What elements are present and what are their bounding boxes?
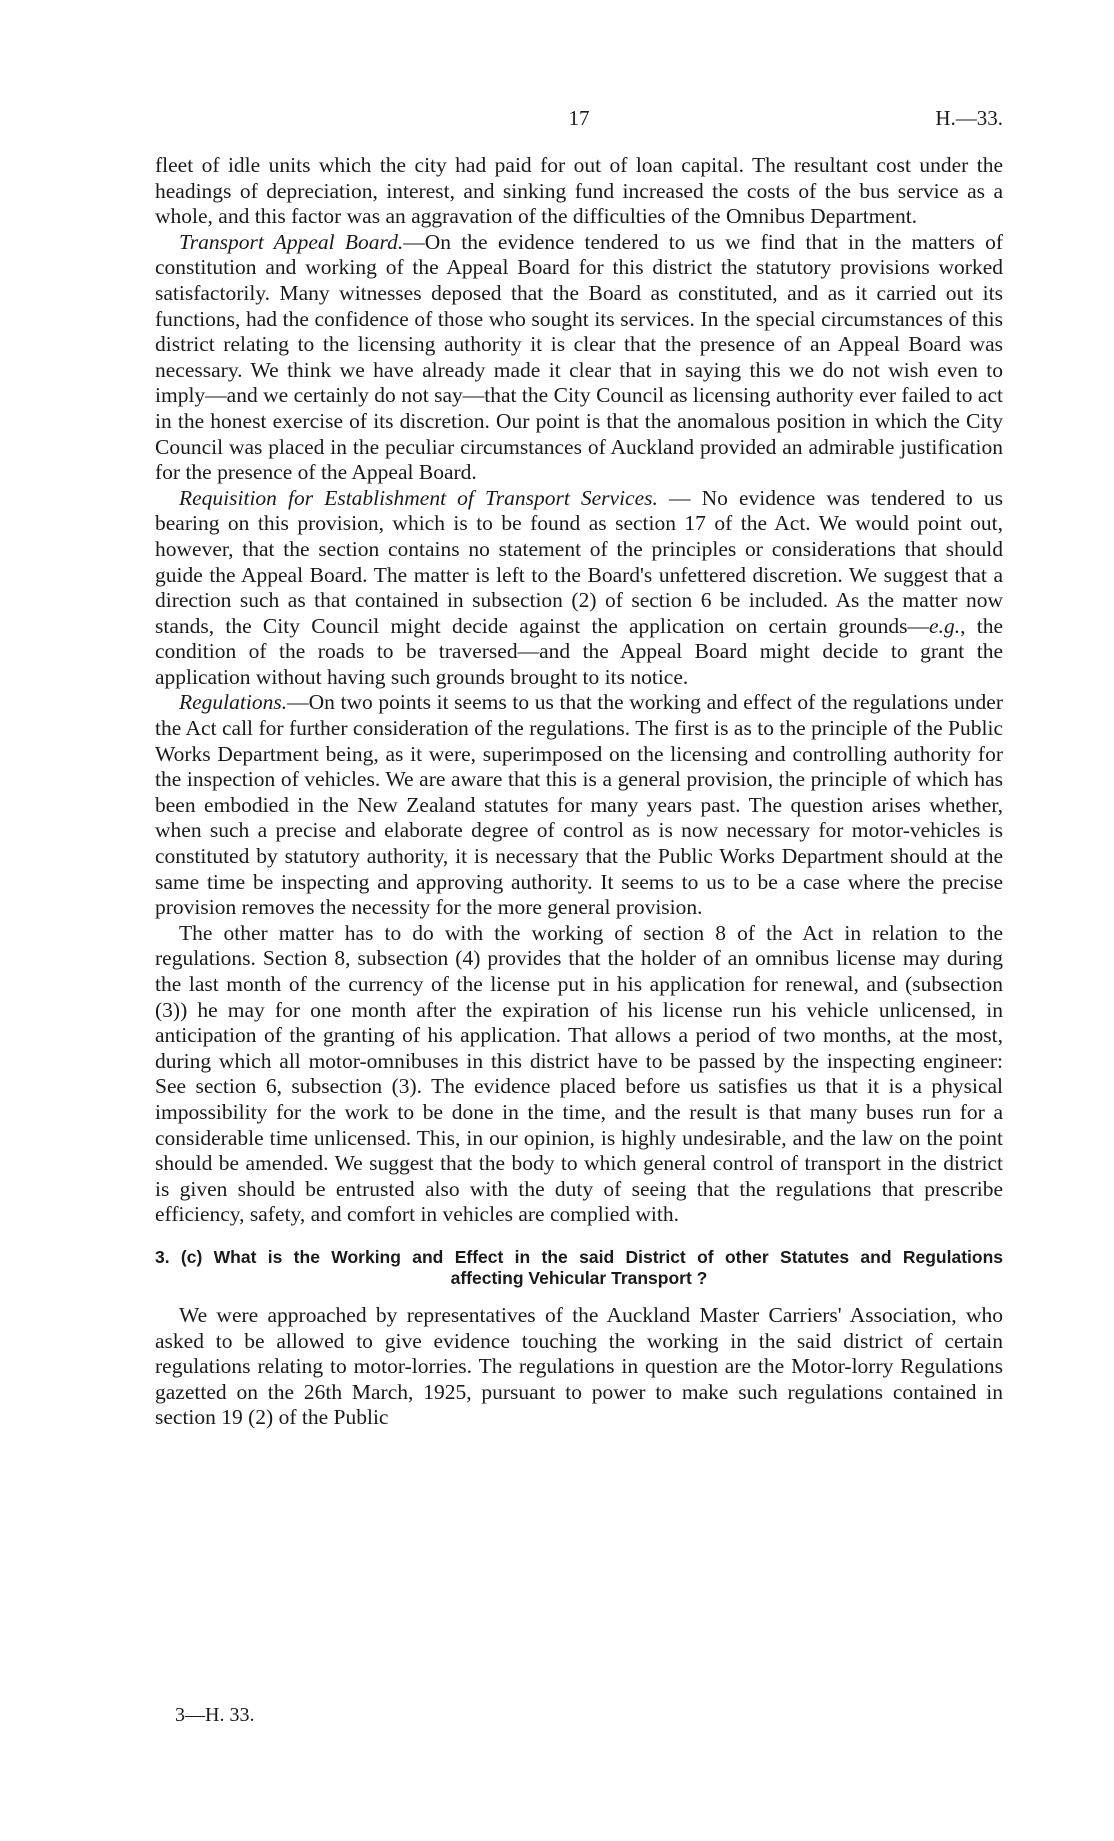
section-heading-line: affecting Vehicular Transport ? xyxy=(450,1267,708,1288)
paragraph-text: fleet of idle units which the city had paid for out of loan capital. The resultant cost under the headings of depreciation, interest, and sinking fund increased the costs of the bus service as a whole, and this factor was an aggravation of the difficulties of the Omnibus Department. xyxy=(155,153,1003,229)
paragraph-text: The other matter has to do with the working of section 8 of the Act in relation to the regulations. Section 8, subsection (4) provides that the holder of an omnibus license may during the last month of the currency of the license put in his application for renewal, and (subsection (3)) he may for one month after the expiration of his license run his vehicle unlicensed, in anticipation of the granting of his application. That allows a period of two months, at the most, during which all motor-omnibuses in this district have to be passed by the inspecting engineer: See section 6, subsection (3). The evidence placed before us satisfies us that it is a physical impossibility for the work to be done in the time, and the result is that many buses run for a considerable time unlicensed. This, in our opinion, is highly undesirable, and the law on the point should be amended. We suggest that the body to which general control of transport in the district is given should be entrusted also with the duty of seeing that the regulations that prescribe efficiency, safety, and comfort in vehicles are complied with. xyxy=(155,920,1003,1227)
paragraph-transport-appeal-board xyxy=(155,230,1003,486)
page-reference: H.—33. xyxy=(935,106,1003,130)
section-heading-line: 3. (c) What is the Working and Effect in the said District of other Statutes and Regulations xyxy=(155,1246,1003,1267)
section-heading xyxy=(155,1247,1003,1289)
paragraph-title: Requisition for Establishment of Transport Services. xyxy=(179,485,658,510)
page-number: 17 xyxy=(568,106,590,130)
paragraph-text: We were approached by representatives of the Auckland Master Carriers' Association, who asked to be allowed to give evidence touching the working in the said district of certain regulations relating to motor-lorries. The regulations in question are the Motor-lorry Regulations gazetted on the 26th March, 1925, pursuant to power to make such regulations contained in section 19 (2) of the Public xyxy=(155,1302,1003,1430)
paragraph xyxy=(155,921,1003,1228)
paragraph-text: , the condition of the roads to be traversed—and the Appeal Board might decide to grant the application without having such grounds brought to its notice. xyxy=(155,613,1003,689)
page-header xyxy=(155,106,1003,136)
paragraph-text: — No evidence was tendered to us bearing on this provision, which is to be found as section 17 of the Act. We would point out, however, that the section contains no statement of the principles or considerations that should guide the Appeal Board. The matter is left to the Board's unfettered discretion. We suggest that a direction such as that contained in subsection (2) of section 6 be included. As the matter now stands, the City Council might decide against the application on certain grounds— xyxy=(155,485,1003,638)
paragraph-title: Regulations. xyxy=(179,690,288,715)
paragraph-text: —On the evidence tendered to us we find that in the matters of constitution and working of the Appeal Board for this district the statutory provisions worked satisfactorily. Many witnesses deposed that the Board as constituted, and as it carried out its functions, had the confidence of those who sought its services. In the special circumstances of this district relating to the licensing authority it is clear that the presence of an Appeal Board was necessary. We think we have already made it clear that in saying this we do not wish even to imply—and we certainly do not say—that the City Council as licensing authority ever failed to act in the honest exercise of its discretion. Our point is that the anomalous position in which the City Council was placed in the peculiar circumstances of Auckland provided an admirable justification for the presence of the Appeal Board. xyxy=(155,229,1003,485)
paragraph-requisition xyxy=(155,486,1003,691)
body-text xyxy=(155,153,1003,1431)
paragraph xyxy=(155,153,1003,230)
page-signature: 3—H. 33. xyxy=(175,1704,255,1726)
paragraph-abbreviation: e.g. xyxy=(929,613,961,638)
paragraph xyxy=(155,1303,1003,1431)
paragraph-text: —On two points it seems to us that the working and effect of the regulations under the Act call for further consideration of the regulations. The first is as to the principle of the Public Works Department being, as it were, superimposed on the licensing and controlling authority for the inspection of vehicles. We are aware that this is a general provision, the principle of which has been embodied in the New Zealand statutes for many years past. The question arises whether, when such a precise and elaborate degree of control as is now necessary for motor-vehicles is constituted by statutory authority, it is necessary that the Public Works Department should at the same time be inspecting and approving authority. It seems to us to be a case where the precise provision removes the necessity for the more general provision. xyxy=(155,690,1003,920)
paragraph-title: Transport Appeal Board. xyxy=(179,229,404,254)
paragraph-regulations xyxy=(155,690,1003,920)
